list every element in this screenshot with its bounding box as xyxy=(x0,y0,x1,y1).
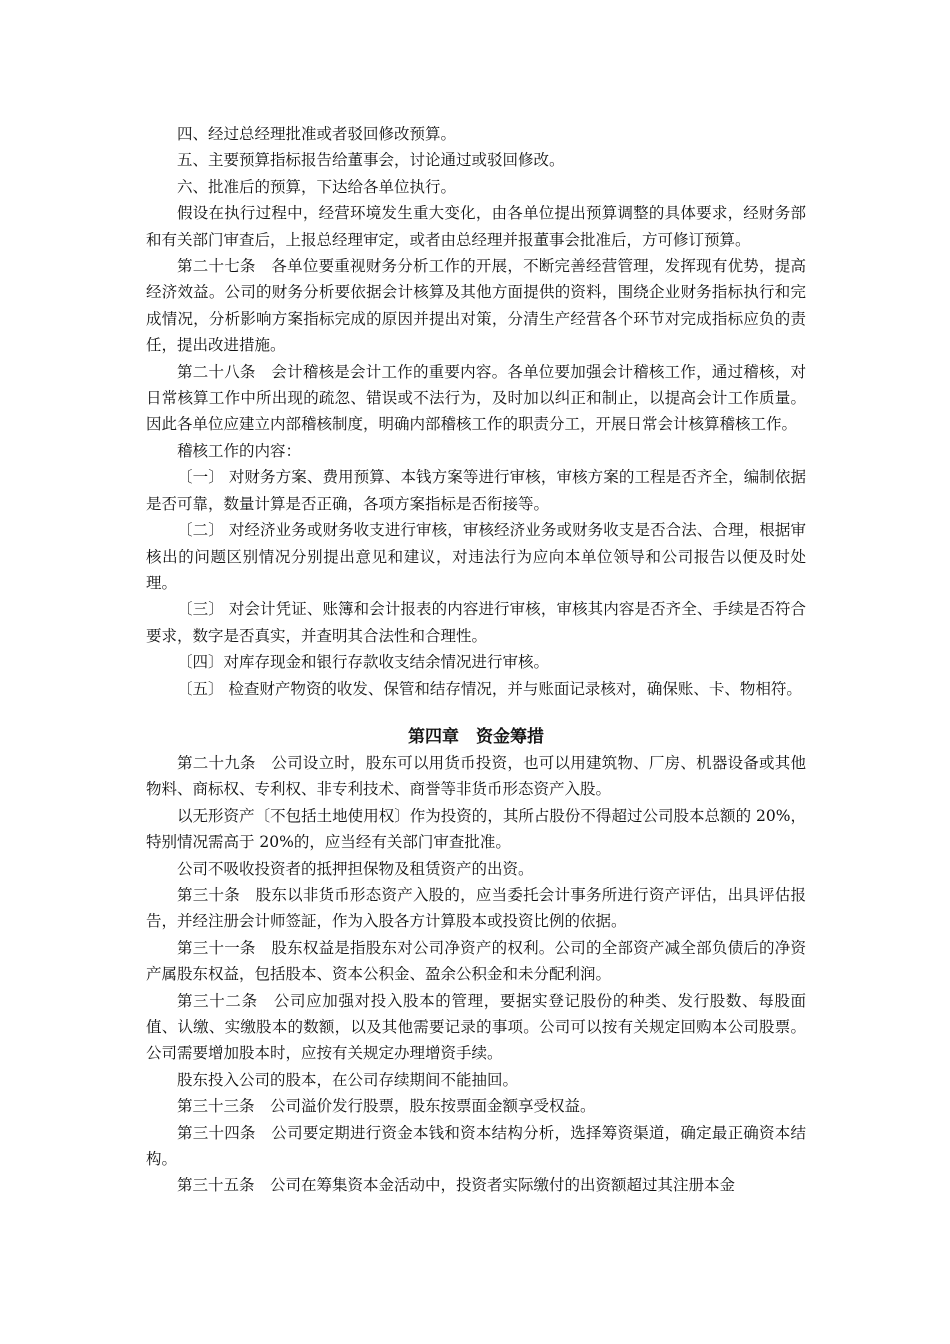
article-35: 第三十五条 公司在筹集资本金活动中，投资者实际缴付的出资额超过其注册本金 xyxy=(177,1176,736,1195)
article-33: 第三十三条 公司溢价发行股票，股东按票面金额享受权益。 xyxy=(177,1097,596,1116)
audit-item-4: 〔四〕对库存现金和银行存款收支结余情况进行审核。 xyxy=(177,653,550,672)
article-27: 第二十七条 各单位要重视财务分析工作的开展，不断完善经营管理，发挥现有优势，提高经济效益。公司的财务分析要依据会计核算及其他方面提供的资料，围绕企业财务指标执行和完成情况，分析影响方案指标完成的原因并提出对策，分清生产经营各个环节对完成指标应负的责任，提出改进措施。 xyxy=(146,257,806,355)
section-fund-raising xyxy=(146,750,806,1199)
article-30: 第三十条 股东以非货币形态资产入股的，应当委托会计事务所进行资产评估，出具评估报告，并经注册会计师签証，作为入股各方计算股本或投资比例的依据。 xyxy=(146,885,806,931)
article-29: 第二十九条 公司设立时，股东可以用货币投资，也可以用建筑物、厂房、机器设备或其他物料、商标权、专利权、非专利技术、商誉等非货币形态资产入股。 xyxy=(146,753,806,799)
audit-item-5: 〔五〕 检查财产物资的收发、保管和结存情况，并与账面记录核对，确保账、卡、物相符。 xyxy=(177,679,802,698)
article-32: 第三十二条 公司应加强对投入股本的管理，要据实登记股份的种类、发行股数、每股面值、认缴、实缴股本的数额，以及其他需要记录的事项。公司可以按有关规定回购本公司股票。公司需要增加股本时，应按有关规定办理增资手续。 xyxy=(146,991,806,1063)
document-page xyxy=(146,121,806,1199)
audit-item-2: 〔二〕 对经济业务或财务收支进行审核，审核经济业务或财务收支是否合法、合理，根据审核出的问题区别情况分别提出意见和建议，对违法行为应向本单位领导和公司报告以便及时处理。 xyxy=(146,521,806,592)
chapter-title: 第四章 资金筹措 xyxy=(408,726,544,747)
paragraph: 稽核工作的内容： xyxy=(177,441,302,460)
paragraph: 以无形资产〔不包括土地使用权〕作为投资的，其所占股份不得超过公司股本总额的 20%，特别情况需高于 20%的，应当经有关部门审查批准。 xyxy=(146,806,806,852)
paragraph: 股东投入公司的股本，在公司存续期间不能抽回。 xyxy=(177,1070,519,1089)
paragraph: 五、主要预算指标报告给董事会，讨论通过或驳回修改。 xyxy=(177,151,565,170)
article-34: 第三十四条 公司要定期进行资金本钱和资本结构分析，选择筹资渠道，确定最正确资本结构。 xyxy=(146,1123,806,1169)
audit-item-3: 〔三〕 对会计凭证、账簿和会计报表的内容进行审核，审核其内容是否齐全、手续是否符合要求，数字是否真实，并查明其合法性和合理性。 xyxy=(146,600,806,645)
audit-item-1: 〔一〕 对财务方案、费用预算、本钱方案等进行审核，审核方案的工程是否齐全，编制依据是否可靠，数量计算是否正确，各项方案指标是否衔接等。 xyxy=(146,468,806,513)
paragraph: 公司不吸收投资者的抵押担保物及租赁资产的出资。 xyxy=(177,859,534,878)
section-budget-and-audit xyxy=(146,121,806,702)
article-28: 第二十八条 会计稽核是会计工作的重要内容。各单位要加强会计稽核工作，通过稽核，对日常核算工作中所出现的疏忽、错误或不法行为，及时加以纠正和制止，以提高会计工作质量。因此各单位应建立内部稽核制度，明确内部稽核工作的职责分工，开展日常会计核算稽核工作。 xyxy=(146,362,806,434)
article-31: 第三十一条 股东权益是指股东对公司净资产的权利。公司的全部资产减全部负债后的净资产属股东权益，包括股本、资本公积金、盈余公积金和未分配利润。 xyxy=(146,938,806,984)
paragraph: 六、批准后的预算，下达给各单位执行。 xyxy=(177,177,457,196)
paragraph: 四、经过总经理批准或者驳回修改预算。 xyxy=(177,125,457,143)
paragraph: 假设在执行过程中，经营环境发生重大变化，由各单位提出预算调整的具体要求，经财务部和有关部门审查后，上报总经理审定，或者由总经理并报董事会批准后，方可修订预算。 xyxy=(146,204,806,249)
